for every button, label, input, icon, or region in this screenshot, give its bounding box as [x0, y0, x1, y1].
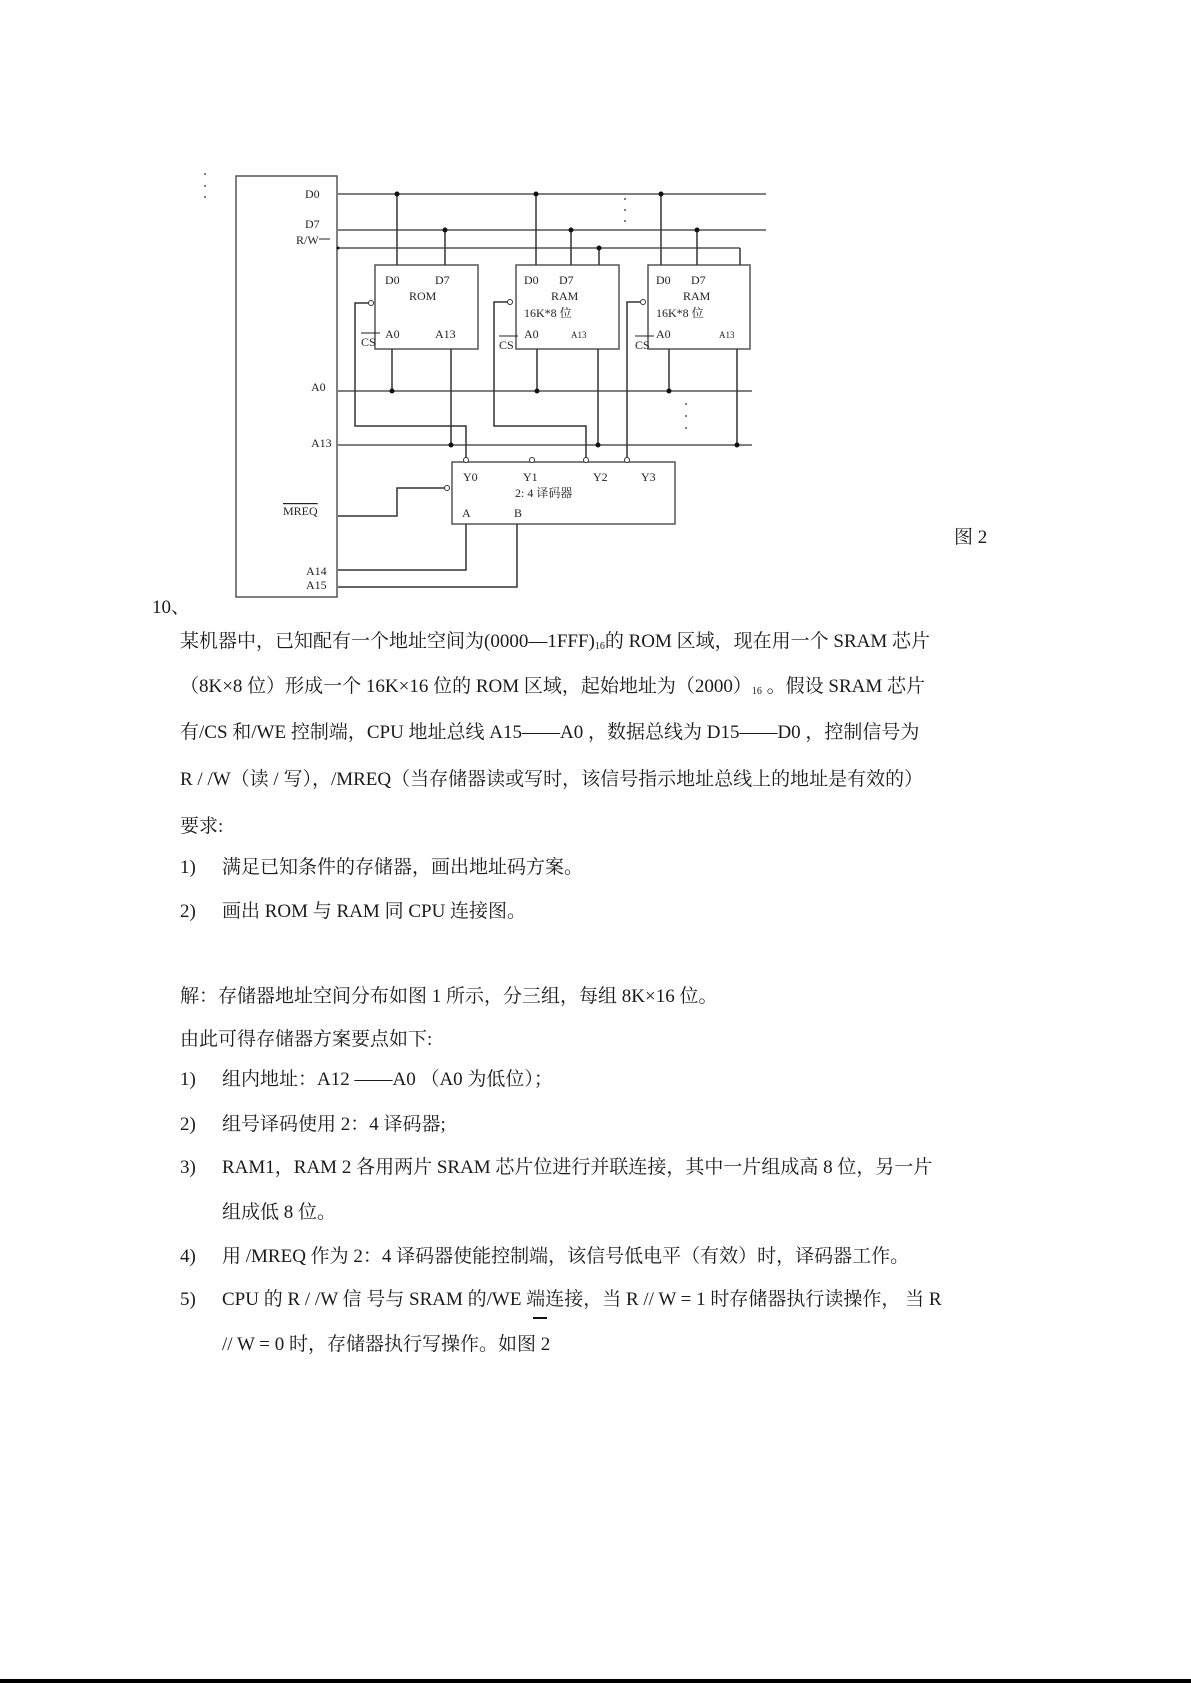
- figure-caption: 图 2: [954, 527, 988, 548]
- requirement-number: 2): [180, 901, 196, 922]
- ram2-cs-label: CS: [635, 338, 650, 352]
- ram2-capacity: 16K*8 位: [656, 306, 704, 320]
- page-bottom-rule: [0, 1679, 1191, 1683]
- decoder-y2: Y2: [593, 470, 608, 484]
- question-line: 有/CS 和/WE 控制端，CPU 地址总线 A15——A0 ，数据总线为 D15——D0 ，控制信号为: [180, 722, 920, 743]
- question-line: 某机器中，已知配有一个地址空间为$(0000—1FFF)_{16}$的 ROM 区域，现在用一个 SRAM 芯片: [180, 631, 931, 652]
- ram1-cs-label: CS: [499, 338, 514, 352]
- ram2-pin-d7: D7: [691, 273, 706, 287]
- rom-cs-label: CS: [361, 335, 376, 349]
- solution-point-number: 3): [180, 1157, 196, 1178]
- solution-point-number: 5): [180, 1289, 196, 1310]
- question-number: 10、: [152, 597, 191, 618]
- rom-pin-a13: A13: [435, 327, 456, 341]
- requirement-text: 画出 ROM 与 RAM 同 CPU 连接图。: [222, 901, 527, 922]
- cpu-label-a14: A14: [306, 564, 327, 578]
- cpu-label-rw: R/W: [296, 233, 319, 247]
- requirement-number: 1): [180, 857, 196, 878]
- a15-wire: [338, 524, 517, 587]
- cpu-label-mreq: MREQ: [283, 504, 318, 518]
- ram1-type: RAM: [551, 289, 579, 303]
- cpu-label-a13: A13: [311, 436, 332, 450]
- requirement-text: 满足已知条件的存储器，画出地址码方案。: [222, 857, 584, 878]
- rom-pin-a0: A0: [385, 327, 400, 341]
- solution-point-text: 组成低 8 位。: [222, 1202, 337, 1223]
- ram2-cs-wire: [627, 302, 641, 458]
- solution-point-text: RAM1，RAM 2 各用两片 SRAM 芯片位进行并联连接，其中一片组成高 8 位，另一片: [222, 1157, 933, 1178]
- question-line: （8K×8 位）形成一个 16K×16 位的 ROM 区域，起始地址为$(2000)_{16}$ 。假设 SRAM 芯片: [180, 676, 926, 697]
- cpu-label-a0: A0: [311, 380, 326, 394]
- rom-type: ROM: [409, 289, 437, 303]
- solution-point-text: 组内地址：A12 ——A0 （A0 为低位）；: [222, 1069, 553, 1090]
- ram1-pin-d7: D7: [559, 273, 574, 287]
- solution-point-text: CPU 的 R / /W 信 号与 SRAM 的/WE 端连接，当 R // W = 1 时存储器执行读操作， 当 R: [222, 1289, 942, 1310]
- ram1-pin-a13: A13: [571, 330, 587, 340]
- memory-connection-diagram: [0, 0, 1191, 600]
- ram2-pin-a0: A0: [656, 327, 671, 341]
- ram1-cs-wire: [494, 302, 586, 458]
- rom-pin-d0: D0: [385, 273, 400, 287]
- rom-pin-d7: D7: [435, 273, 450, 287]
- cpu-label-a15: A15: [306, 578, 327, 592]
- decoder-input-a: A: [462, 506, 471, 520]
- requirements-label: 要求:: [180, 816, 224, 837]
- ram1-capacity: 16K*8 位: [524, 306, 572, 320]
- solution-point-number: 2): [180, 1114, 196, 1135]
- ram1-pin-a0: A0: [524, 327, 539, 341]
- solution-point-number: 1): [180, 1069, 196, 1090]
- ram2-type: RAM: [683, 289, 711, 303]
- question-line: R / /W（读 / 写），/MREQ（当存储器读或写时，该信号指示地址总线上的地址是有效的）: [180, 769, 924, 790]
- ram2-pin-a13: A13: [719, 330, 735, 340]
- decoder-title: 2: 4 译码器: [515, 486, 573, 500]
- ram1-pin-d0: D0: [524, 273, 539, 287]
- decoder-input-b: B: [514, 506, 523, 520]
- decoder-y1: Y1: [523, 470, 538, 484]
- ellipsis-dots: [204, 173, 206, 198]
- solution-point-number: 4): [180, 1246, 196, 1267]
- solution-point-text: 组号译码使用 2：4 译码器;: [222, 1114, 446, 1135]
- a14-wire: [338, 524, 466, 570]
- ram2-pin-d0: D0: [656, 273, 671, 287]
- cpu-label-d0: D0: [305, 187, 320, 201]
- overbar-mark: [533, 1317, 547, 1319]
- decoder-y3: Y3: [641, 470, 656, 484]
- solution-lead: 由此可得存储器方案要点如下:: [180, 1029, 433, 1050]
- decoder-y0: Y0: [463, 470, 478, 484]
- mreq-wire: [338, 488, 445, 516]
- solution-intro: 解：存储器地址空间分布如图 1 所示，分三组，每组 8K×16 位。: [180, 986, 718, 1007]
- solution-point-text: // W = 0 时，存储器执行写操作。如图 2: [222, 1334, 551, 1355]
- cpu-label-d7: D7: [305, 217, 320, 231]
- solution-point-text: 用 /MREQ 作为 2：4 译码器使能控制端，该信号低电平（有效）时，译码器工作。: [222, 1246, 910, 1267]
